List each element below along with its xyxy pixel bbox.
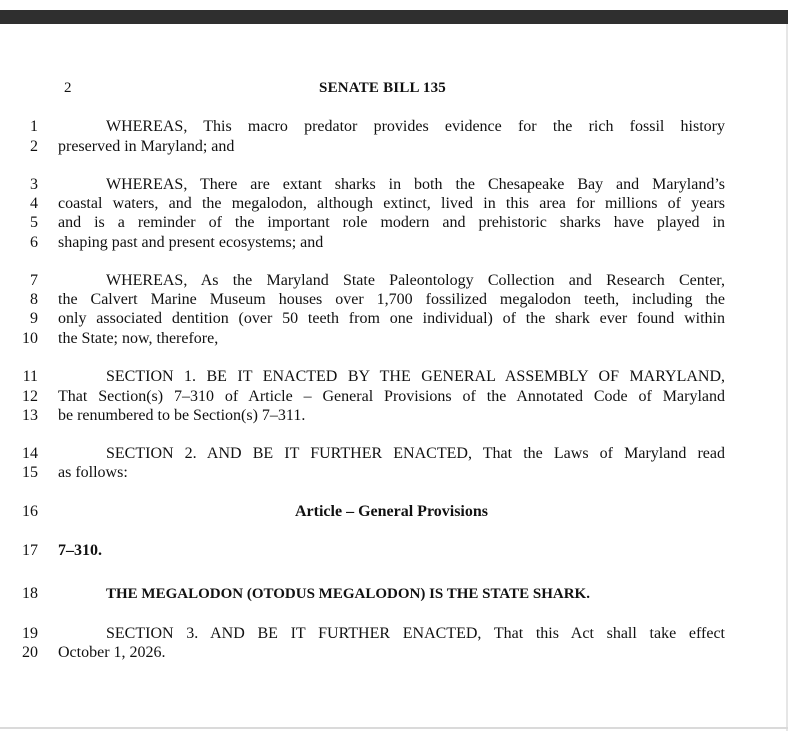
bill-line: [0, 643, 788, 663]
bill-line: [0, 309, 788, 329]
line-number: 18: [22, 585, 38, 602]
line-number: 12: [22, 388, 38, 405]
bill-line: [0, 541, 788, 561]
line-number: 9: [30, 310, 38, 327]
line-number: 20: [22, 644, 38, 661]
line-text: SECTION 3. AND BE IT FURTHER ENACTED, That this Act shall take effect: [106, 625, 725, 642]
line-number: 4: [30, 195, 38, 212]
line-text: October 1, 2026.: [58, 644, 166, 661]
bill-line: [0, 329, 788, 349]
bill-line: [0, 406, 788, 426]
line-number: 3: [30, 176, 38, 193]
page-title: SENATE BILL 135: [319, 80, 446, 96]
page-number: 2: [64, 80, 72, 96]
statute-text: THE MEGALODON (OTODUS MEGALODON) IS THE STATE SHARK.: [106, 586, 590, 602]
line-text: SECTION 1. BE IT ENACTED BY THE GENERAL ASSEMBLY OF MARYLAND,: [106, 368, 725, 385]
article-heading: Article – General Provisions: [295, 503, 488, 520]
line-text: WHEREAS, This macro predator provides evidence for the rich fossil history: [106, 118, 725, 135]
viewer-top-margin: [0, 0, 788, 10]
bill-line: [0, 175, 788, 195]
line-number: 5: [30, 214, 38, 231]
section-number: 7–310.: [58, 542, 102, 559]
bill-line: [0, 502, 788, 522]
line-text: SECTION 2. AND BE IT FURTHER ENACTED, That the Laws of Maryland read: [106, 445, 725, 462]
line-number: 8: [30, 291, 38, 308]
bill-line: [0, 387, 788, 407]
line-number: 11: [22, 368, 38, 385]
bill-line: [0, 233, 788, 253]
bill-line: [0, 213, 788, 233]
line-text: coastal waters, and the megalodon, although extinct, lived in this area for millions of years: [58, 195, 725, 212]
line-text: only associated dentition (over 50 teeth from one individual) of the shark ever found within: [58, 310, 725, 327]
bill-line: [0, 367, 788, 387]
line-text: be renumbered to be Section(s) 7–311.: [58, 407, 306, 424]
line-number: 10: [22, 330, 38, 347]
bill-line: [0, 194, 788, 214]
bill-line: [0, 584, 788, 604]
line-text: That Section(s) 7–310 of Article – General Provisions of the Annotated Code of Maryland: [58, 388, 725, 405]
bill-line: [0, 137, 788, 157]
bill-line: [0, 117, 788, 137]
bill-line: [0, 290, 788, 310]
bill-line: [0, 271, 788, 291]
line-number: 2: [30, 138, 38, 155]
line-text: the State; now, therefore,: [58, 330, 219, 347]
bill-line: [0, 444, 788, 464]
line-number: 16: [22, 503, 38, 520]
line-number: 7: [30, 272, 38, 289]
line-text: WHEREAS, As the Maryland State Paleontology Collection and Research Center,: [106, 272, 725, 289]
line-text: shaping past and present ecosystems; and: [58, 234, 324, 251]
line-text: and is a reminder of the important role modern and prehistoric sharks have played in: [58, 214, 725, 231]
bill-line: [0, 624, 788, 644]
viewer-toolbar-strip: [0, 10, 788, 24]
line-number: 19: [22, 625, 38, 642]
line-text: preserved in Maryland; and: [58, 138, 235, 155]
bill-line: [0, 463, 788, 483]
line-text: as follows:: [58, 464, 128, 481]
line-number: 13: [22, 407, 38, 424]
line-text: WHEREAS, There are extant sharks in both the Chesapeake Bay and Maryland’s: [106, 176, 725, 193]
line-number: 1: [30, 118, 38, 135]
page-bottom-edge: [0, 727, 788, 729]
line-text: the Calvert Marine Museum houses over 1,700 fossilized megalodon teeth, including the: [58, 291, 725, 308]
line-number: 17: [22, 542, 38, 559]
line-number: 6: [30, 234, 38, 251]
line-number: 15: [22, 464, 38, 481]
line-number: 14: [22, 445, 38, 462]
